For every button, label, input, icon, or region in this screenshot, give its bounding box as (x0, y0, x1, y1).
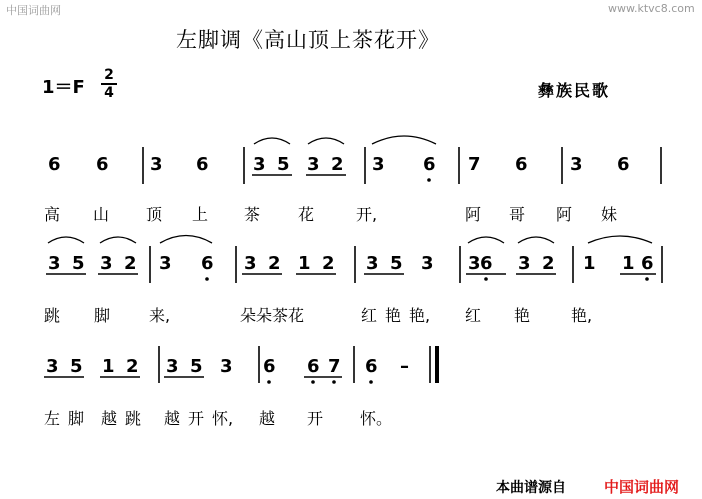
note: 2 (124, 253, 137, 274)
lyric: 哥 (509, 205, 526, 224)
lyric: 红 (361, 306, 378, 325)
song-title: 左脚调《高山顶上茶花开》 (176, 28, 440, 52)
note: 5 (72, 253, 85, 274)
lyric: 阿 (465, 205, 482, 224)
note: 1 (622, 253, 635, 274)
note: 3 (46, 356, 59, 377)
note: 1 (583, 253, 596, 274)
note: 2 (126, 356, 139, 377)
lyric: 左 (44, 409, 61, 428)
note: 6 (641, 253, 654, 274)
note: 3 (48, 253, 61, 274)
note: 1 (102, 356, 115, 377)
low-octave-dot (427, 178, 431, 182)
lyric: 朵朵茶花 (240, 306, 305, 325)
low-octave-dot (369, 380, 373, 384)
note: 6 (617, 154, 630, 175)
watermark-right: www.ktvc8.com (608, 2, 695, 15)
lyric: 脚 (94, 306, 111, 325)
time-signature-top: 2 (104, 67, 114, 83)
note: 3 (220, 356, 233, 377)
source-site-link[interactable]: 中国词曲网 (604, 478, 680, 496)
lyric: 跳 (44, 306, 61, 325)
slur (518, 237, 554, 243)
lyric: 艳, (571, 306, 593, 325)
note: 6 (307, 356, 320, 377)
low-octave-dot (267, 380, 271, 384)
note: 6 (48, 154, 61, 175)
key-signature: 1＝F (42, 77, 85, 98)
note: 3 (159, 253, 172, 274)
note: 2 (322, 253, 335, 274)
lyric: 上 (192, 205, 209, 224)
lyric: 艳 (514, 306, 531, 325)
slur (254, 138, 290, 144)
lyric: 开, (356, 205, 378, 224)
note: 3 (468, 253, 481, 274)
note: 2 (331, 154, 344, 175)
slur (372, 136, 436, 144)
note: 1 (298, 253, 311, 274)
lyric: 怀, (212, 409, 234, 428)
note: – (400, 356, 409, 377)
slur (588, 236, 652, 243)
note: 3 (253, 154, 266, 175)
slur (468, 237, 504, 243)
note: 5 (70, 356, 83, 377)
note: 6 (515, 154, 528, 175)
lyric: 高 (44, 205, 61, 224)
lyric: 跳 (125, 409, 142, 428)
lyric: 花 (298, 205, 315, 224)
note: 6 (423, 154, 436, 175)
low-octave-dot (332, 380, 336, 384)
lyric: 来, (149, 306, 171, 325)
note: 5 (277, 154, 290, 175)
lyric: 山 (93, 205, 110, 224)
note: 3 (421, 253, 434, 274)
slur (48, 237, 84, 243)
note: 3 (166, 356, 179, 377)
low-octave-dot (484, 277, 488, 281)
note: 7 (328, 356, 341, 377)
genre-label: 彝族民歌 (538, 81, 611, 100)
note: 2 (542, 253, 555, 274)
slur (100, 237, 136, 243)
lyric: 阿 (556, 205, 573, 224)
note: 3 (570, 154, 583, 175)
lyric: 红 (465, 306, 482, 325)
slur (308, 138, 344, 144)
note: 5 (390, 253, 403, 274)
lyric: 顶 (146, 205, 163, 224)
lyric: 妹 (601, 205, 618, 224)
note: 6 (196, 154, 209, 175)
lyric: 越 (164, 409, 181, 428)
note: 3 (100, 253, 113, 274)
note: 6 (480, 253, 493, 274)
note: 3 (366, 253, 379, 274)
note: 6 (201, 253, 214, 274)
source-label: 本曲谱源自 (496, 480, 566, 496)
note: 2 (268, 253, 281, 274)
note: 3 (307, 154, 320, 175)
lyric: 茶 (244, 205, 261, 224)
note: 3 (244, 253, 257, 274)
lyric: 脚 (68, 409, 85, 428)
low-octave-dot (311, 380, 315, 384)
note: 7 (468, 154, 481, 175)
lyric: 越 (259, 409, 276, 428)
note: 6 (365, 356, 378, 377)
note: 5 (190, 356, 203, 377)
note: 3 (518, 253, 531, 274)
final-barline-thick (435, 346, 439, 383)
lyric: 开 (188, 409, 205, 428)
lyric: 怀。 (360, 409, 393, 428)
low-octave-dot (205, 277, 209, 281)
watermark-left: 中国词曲网 (6, 4, 61, 17)
slur (160, 236, 212, 244)
lyric: 开 (307, 409, 324, 428)
lyric: 越 (101, 409, 118, 428)
lyric: 艳 (385, 306, 402, 325)
note: 6 (263, 356, 276, 377)
lyric: 艳, (409, 306, 431, 325)
time-signature-bottom: 4 (104, 85, 114, 101)
low-octave-dot (645, 277, 649, 281)
note: 6 (96, 154, 109, 175)
note: 3 (372, 154, 385, 175)
note: 3 (150, 154, 163, 175)
